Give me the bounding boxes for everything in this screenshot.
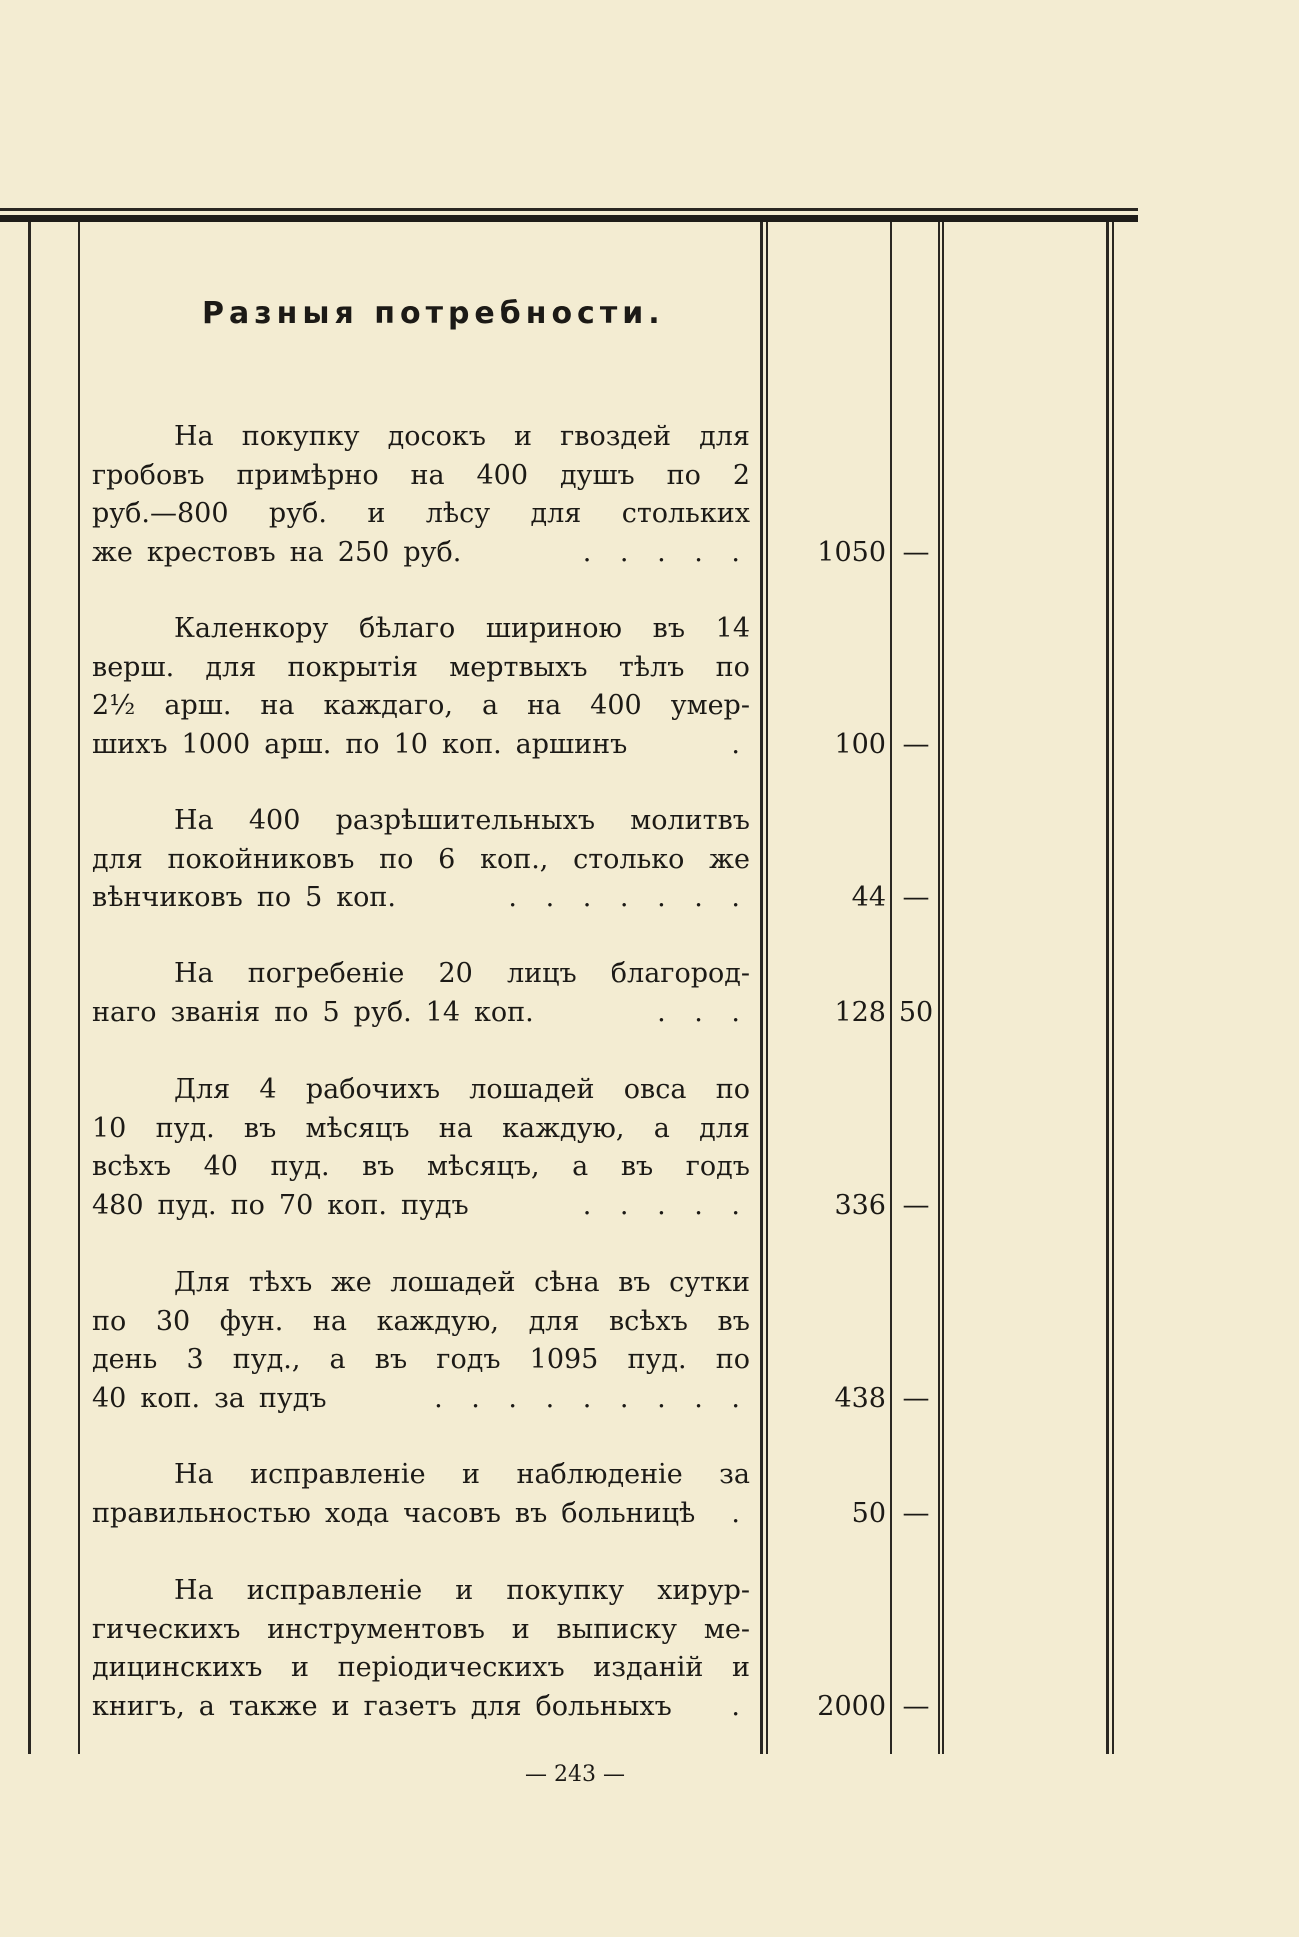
entry-word: стольких: [621, 498, 750, 529]
entry-word: лошадей: [390, 1267, 516, 1298]
entry-word: покойниковъ: [167, 843, 355, 875]
entry-word: а: [653, 1112, 670, 1144]
entry-word: сѣна: [534, 1267, 600, 1298]
entry-word: часовъ: [403, 1497, 501, 1529]
entry-line: [92, 1341, 750, 1380]
entry-word: правильностью: [92, 1497, 311, 1529]
entry-word: 5: [305, 882, 323, 913]
amount-kopecks: —: [902, 1497, 930, 1529]
entry-line: [92, 1649, 750, 1688]
entry-word: столько: [573, 843, 685, 875]
entry-word: въ: [514, 1497, 548, 1529]
entry-word: пуд.: [157, 1189, 217, 1221]
entry-line: [92, 1264, 750, 1303]
entry-word: арш.: [164, 690, 232, 721]
entry-word: сутки: [669, 1267, 750, 1298]
entry-word: 1000: [181, 728, 251, 760]
entry-word: исправленіе: [250, 1459, 426, 1490]
entry-word: по: [715, 651, 750, 683]
entry-word: книгъ,: [92, 1690, 185, 1722]
entry-word: а: [481, 690, 499, 721]
entry-word: для: [528, 1305, 580, 1337]
entry-word: на: [527, 690, 562, 721]
entry-word: руб.: [353, 996, 412, 1028]
entry-word: разрѣшительныхъ: [335, 805, 596, 836]
entry-word: коп.: [474, 996, 534, 1028]
column-rule: [1112, 222, 1114, 1754]
entry-word: газетъ: [363, 1690, 457, 1722]
amount-kopecks: —: [902, 1189, 930, 1221]
entry-word: и: [455, 1575, 474, 1606]
amount-rubles: 50: [851, 1497, 886, 1529]
entry-word: и: [367, 498, 386, 529]
entry-word: и: [514, 421, 533, 452]
entry-word: годъ: [685, 1151, 750, 1182]
entry-word: На: [174, 805, 214, 836]
entry-word: 20: [438, 958, 473, 989]
entry-word: крестовъ: [146, 536, 276, 568]
entry-word: гическихъ: [92, 1613, 241, 1645]
amount-kopecks: —: [902, 1382, 930, 1414]
column-rule: [28, 222, 31, 1754]
dot-leaders: . . . . .: [582, 1189, 750, 1221]
entry-word: 30: [155, 1305, 191, 1337]
entry-word: 14: [425, 996, 461, 1028]
entry-word: коп.: [441, 728, 502, 760]
entry-line: [92, 841, 750, 880]
entry-word: и: [291, 1652, 309, 1683]
entry-word: въ: [620, 1151, 654, 1182]
entry-word: день: [92, 1344, 158, 1375]
entry-word: шириною: [485, 613, 622, 644]
entry-line: [92, 418, 750, 457]
entry-word: 400: [590, 690, 642, 721]
entry-word: коп.: [327, 1189, 387, 1221]
entry-word: и: [731, 1652, 750, 1683]
entry-word: исправленіе: [246, 1575, 423, 1606]
entry-word: по: [715, 1074, 750, 1105]
entry-word: на: [438, 1112, 473, 1144]
entry-line: [92, 1380, 750, 1419]
entry-word: хода: [324, 1497, 390, 1529]
entry-word: фун.: [219, 1305, 284, 1337]
entry-word: а: [572, 1151, 589, 1182]
entry-word: на: [312, 1305, 348, 1337]
entry-word: Каленкору: [174, 613, 329, 644]
entry-word: въ: [374, 1344, 408, 1375]
entry-word: всѣхъ: [608, 1305, 688, 1337]
amount-rubles: 336: [834, 1189, 886, 1221]
entry-word: Для: [174, 1074, 231, 1105]
column-rule: [938, 222, 940, 1754]
entry-line: [92, 1688, 750, 1727]
entry-word: всѣхъ: [92, 1151, 172, 1182]
amount-rubles: 1050: [817, 536, 886, 568]
entry-word: арш.: [264, 728, 332, 760]
entry-word: погребеніе: [247, 958, 405, 989]
amount-kopecks: —: [902, 536, 930, 568]
entry-word: аршинъ: [515, 728, 628, 760]
entry-word: на: [410, 459, 445, 491]
top-rule-thick: [0, 215, 1138, 222]
amount-rubles: 438: [834, 1382, 886, 1414]
entry-word: 40: [203, 1151, 238, 1182]
entry-word: 6: [438, 843, 456, 875]
entry-word: на: [289, 536, 324, 568]
entry-line: [92, 802, 750, 841]
entry-word: на: [260, 690, 295, 721]
amount-kopecks: —: [902, 728, 930, 760]
budget-entry: [92, 1071, 750, 1225]
entry-word: по: [230, 1189, 265, 1221]
entry-word: а: [329, 1344, 346, 1375]
entry-word: каждую,: [502, 1112, 625, 1144]
amount-rubles: 100: [834, 728, 886, 760]
entry-word: коп.: [140, 1382, 201, 1414]
page-number: — 243 —: [525, 1762, 625, 1787]
dot-leaders: .: [731, 1690, 750, 1722]
entry-word: лицъ: [506, 958, 577, 989]
entry-word: также: [228, 1690, 318, 1722]
entry-word: въ: [618, 1267, 651, 1298]
entry-word: пуд.,: [232, 1344, 301, 1375]
amount-rubles: 44: [851, 882, 886, 913]
budget-entry: [92, 802, 750, 918]
budget-entry: [92, 610, 750, 764]
entry-word: На: [174, 1575, 214, 1606]
budget-entry: [92, 418, 750, 572]
entry-word: за: [214, 1382, 245, 1414]
column-rule: [890, 222, 892, 1754]
entry-word: Для: [174, 1267, 231, 1298]
entry-word: рабочихъ: [305, 1074, 441, 1105]
entry-word: примѣрно: [236, 459, 379, 491]
entry-word: въ: [362, 1151, 395, 1182]
budget-entry: [92, 955, 750, 1032]
entry-word: покрытія: [287, 651, 419, 683]
entry-word: 2½: [92, 690, 136, 721]
entry-word: по: [666, 459, 701, 491]
entry-line: [92, 1495, 750, 1534]
entry-line: [92, 1148, 750, 1187]
amount-rubles: 128: [834, 996, 886, 1028]
entry-word: для: [699, 1112, 750, 1144]
entry-word: На: [174, 421, 214, 452]
amount-kopecks: —: [902, 882, 930, 913]
entry-word: молитвъ: [630, 805, 750, 836]
entry-line: [92, 649, 750, 688]
entry-word: На: [174, 1459, 214, 1490]
entry-word: въ: [243, 1112, 277, 1144]
entry-line: [92, 1572, 750, 1611]
entry-word: по: [715, 1344, 750, 1375]
entry-word: для: [699, 421, 750, 452]
entry-word: лошадей: [469, 1074, 595, 1105]
entry-line: [92, 1611, 750, 1650]
entry-word: мѣсяцъ: [305, 1112, 410, 1144]
entry-line: [92, 1071, 750, 1110]
entry-word: наго: [92, 996, 157, 1028]
entry-word: для: [92, 843, 143, 875]
budget-entry: [92, 1456, 750, 1533]
entry-word: для: [530, 498, 582, 529]
entry-word: руб.: [268, 498, 327, 529]
entry-word: досокъ: [387, 421, 486, 452]
entry-word: выписку: [556, 1613, 678, 1645]
entry-word: тѣлъ: [618, 651, 685, 683]
entry-line: [92, 879, 750, 918]
entry-word: по: [379, 843, 414, 875]
entry-word: въ: [717, 1305, 750, 1337]
entry-word: верш.: [92, 651, 175, 683]
entry-word: по: [274, 996, 309, 1028]
entry-word: 40: [92, 1382, 127, 1414]
dot-leaders: .: [731, 1497, 750, 1529]
entry-word: и: [462, 1459, 480, 1490]
entry-word: 4: [259, 1074, 277, 1105]
entry-word: каждаго,: [323, 690, 453, 721]
entry-word: покупку: [506, 1575, 625, 1606]
entry-line: [92, 1110, 750, 1149]
entry-word: 1095: [529, 1344, 599, 1375]
entry-word: пуд.: [155, 1112, 215, 1144]
entry-word: лѣсу: [425, 498, 491, 529]
entry-word: наблюденіе: [516, 1459, 683, 1490]
entry-word: мертвыхъ: [449, 651, 588, 683]
entry-word: 3: [186, 1344, 204, 1375]
entry-word: пудъ: [400, 1189, 469, 1221]
entry-line: [92, 955, 750, 994]
dot-leaders: . . . . . . .: [508, 882, 750, 913]
entry-word: руб.: [403, 536, 462, 568]
entry-word: 10: [393, 728, 428, 760]
entry-line: [92, 610, 750, 649]
dot-leaders: . . . . . . . . .: [434, 1382, 750, 1414]
entry-word: шихъ: [92, 728, 168, 760]
top-rule: [0, 208, 1138, 211]
entry-word: гвоздей: [560, 421, 672, 452]
entry-word: ме-: [703, 1613, 750, 1645]
dot-leaders: . . . . .: [582, 536, 750, 568]
entry-word: коп.: [336, 882, 397, 913]
entry-word: въ: [652, 613, 686, 644]
entry-line: [92, 1303, 750, 1342]
column-rule: [766, 222, 768, 1754]
entry-line: [92, 534, 750, 573]
entry-line: [92, 726, 750, 765]
entry-word: 14: [715, 613, 750, 644]
entry-word: гробовъ: [92, 459, 205, 491]
entry-word: пуд.: [270, 1151, 330, 1182]
entry-word: руб.—800: [92, 498, 229, 529]
entry-word: душъ: [559, 459, 635, 491]
entry-word: по: [92, 1305, 127, 1337]
entry-word: дицинскихъ: [92, 1652, 263, 1683]
dot-leaders: .: [731, 728, 750, 760]
entry-word: покупку: [241, 421, 360, 452]
entry-word: же: [92, 536, 133, 568]
entry-word: 400: [248, 805, 301, 836]
entry-word: умер-: [670, 690, 750, 721]
entry-word: тѣхъ: [248, 1267, 313, 1298]
amount-kopecks: 50: [898, 996, 934, 1028]
entry-word: 250: [337, 536, 390, 568]
entry-word: больницѣ: [561, 1497, 696, 1529]
entry-word: пудъ: [258, 1382, 327, 1414]
entry-word: для: [205, 651, 257, 683]
section-heading: Разныя потребности.: [202, 296, 665, 331]
entry-word: 400: [476, 459, 529, 491]
entry-word: На: [174, 958, 214, 989]
entry-word: больныхъ: [535, 1690, 672, 1722]
entry-word: пуд.: [627, 1344, 687, 1375]
entry-word: 10: [92, 1112, 127, 1144]
column-rule: [78, 222, 80, 1754]
entry-word: званія: [170, 996, 261, 1028]
entry-word: для: [470, 1690, 522, 1722]
entry-word: и: [331, 1690, 350, 1722]
entry-word: же: [330, 1267, 372, 1298]
column-rule: [942, 222, 944, 1754]
entry-word: за: [719, 1459, 750, 1490]
budget-entry: [92, 1264, 750, 1418]
entry-word: 480: [92, 1189, 144, 1221]
entry-word: хирур-: [657, 1575, 750, 1606]
amount-rubles: 2000: [817, 1690, 886, 1722]
entry-word: изданій: [593, 1652, 704, 1683]
amount-kopecks: —: [902, 1690, 930, 1722]
column-rule: [1106, 222, 1109, 1754]
entry-word: а: [198, 1690, 215, 1722]
entry-word: коп.,: [480, 843, 549, 875]
entry-word: 5: [322, 996, 340, 1028]
entry-word: по: [345, 728, 380, 760]
entry-line: [92, 1187, 750, 1226]
entry-word: инструментовъ: [267, 1613, 485, 1645]
entry-word: и: [511, 1613, 530, 1645]
entry-line: [92, 495, 750, 534]
entry-word: годъ: [436, 1344, 501, 1375]
dot-leaders: . . .: [657, 996, 750, 1028]
column-rule: [760, 222, 763, 1754]
entry-word: мѣсяцъ,: [427, 1151, 540, 1182]
budget-entry: [92, 1572, 750, 1726]
entry-word: вѣнчиковъ: [92, 882, 243, 913]
entry-word: благород-: [610, 958, 750, 989]
entry-word: овса: [623, 1074, 687, 1105]
entry-line: [92, 457, 750, 496]
entry-word: 70: [278, 1189, 314, 1221]
entry-line: [92, 994, 750, 1033]
entry-word: періодическихъ: [337, 1652, 565, 1683]
entry-line: [92, 687, 750, 726]
entry-line: [92, 1456, 750, 1495]
entry-word: 2: [732, 459, 750, 491]
entry-word: же: [709, 843, 750, 875]
entry-word: по: [256, 882, 292, 913]
entry-word: каждую,: [376, 1305, 499, 1337]
entry-word: бѣлаго: [359, 613, 456, 644]
